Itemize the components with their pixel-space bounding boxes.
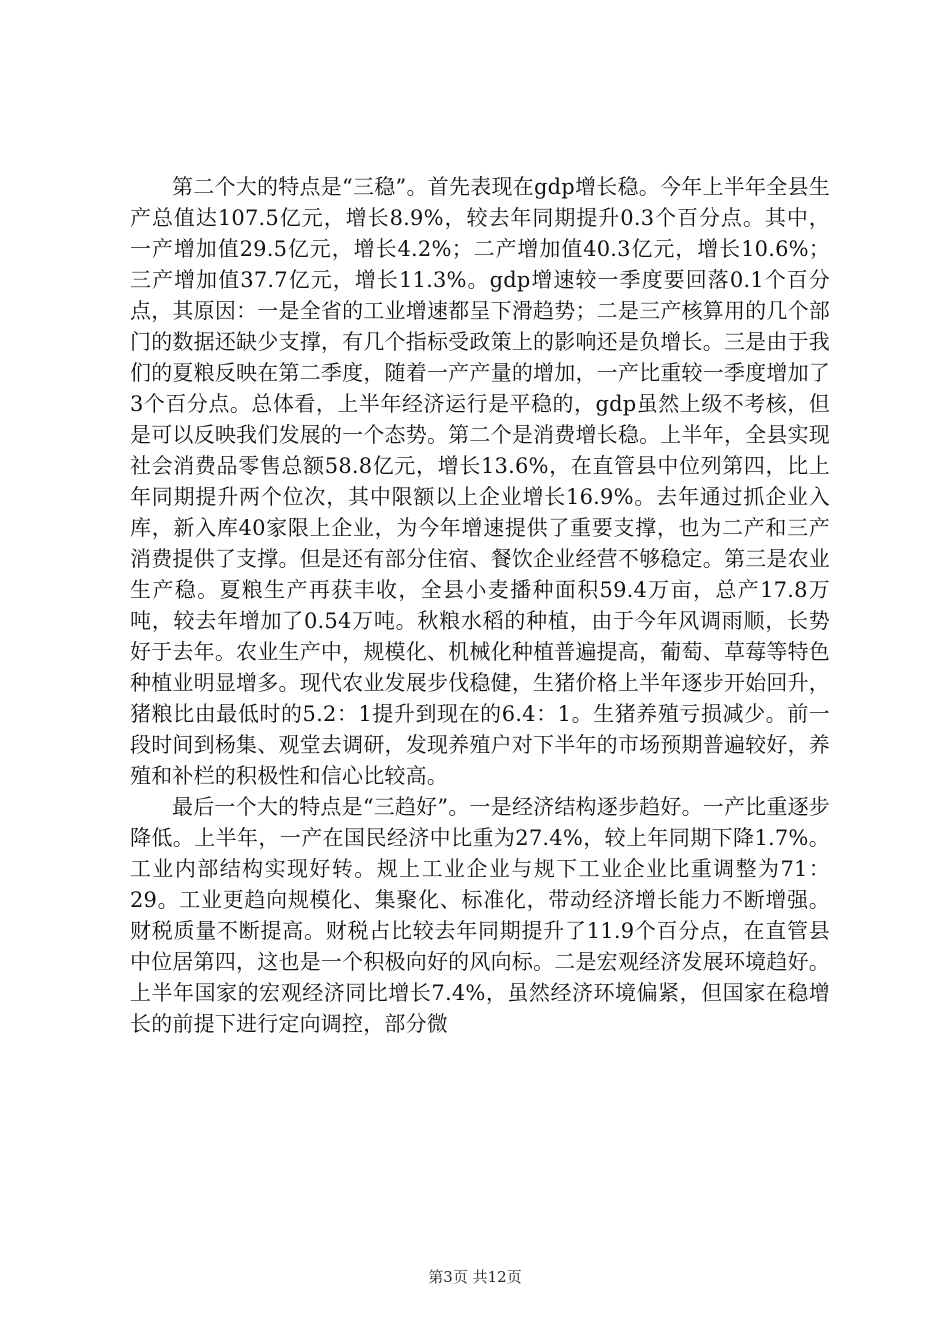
page-footer: 第3页 共12页 bbox=[428, 1268, 522, 1286]
paragraph-2: 最后一个大的特点是“三趋好”。一是经济结构逐步趋好。一产比重逐步降低。上半年，一产在国民经济中比重为27.4%，较上年同期下降1.7%。工业内部结构实现好转。规上工业企业与规下工业企业比重调整为71：29。工业更趋向规模化、集聚化、标准化，带动经济增长能力不断增强。财税质量不断提高。财税占比较去年同期提升了11.9个百分点，在直管县中位居第四，这也是一个积极向好的风向标。二是宏观经济发展环境趋好。上半年国家的宏观经济同比增长7.4%，虽然经济环境偏紧，但国家在稳增长的前提下进行定向调控，部分微 bbox=[130, 795, 830, 1036]
paragraph-1: 第二个大的特点是“三稳”。首先表现在gdp增长稳。今年上半年全县生产总值达107.5亿元，增长8.9%，较去年同期提升0.3个百分点。其中，一产增加值29.5亿元，增长4.2%；二产增加值40.3亿元，增长10.6%；三产增加值37.7亿元，增长11.3%。gdp增速较一季度要回落0.1个百分点，其原因：一是全省的工业增速都呈下滑趋势；二是三产核算用的几个部门的数据还缺少支撑，有几个指标受政策上的影响还是负增长。三是由于我们的夏粮反映在第二季度，随着一产产量的增加，一产比重较一季度增加了3个百分点。总体看，上半年经济运行是平稳的，gdp虽然上级不考核，但是可以反映我们发展的一个态势。第二个是消费增长稳。上半年，全县实现社会消费品零售总额58.8亿元，增长13.6%，在直管县中位列第四，比上年同期提升两个位次，其中限额以上企业增长16.9%。去年通过抓企业入库，新入库40家限上企业，为今年增速提供了重要支撑，也为二产和三产消费提供了支撑。但是还有部分住宿、餐饮企业经营不够稳定。第三是农业生产稳。夏粮生产再获丰收，全县小麦播种面积59.4万亩，总产17.8万吨，较去年增加了0.54万吨。秋粮水稻的种植，由于今年风调雨顺，长势好于去年。农业生产中，规模化、机械化种植普遍提高，葡萄、草莓等特色种植业明显增多。现代农业发展步伐稳健，生猪价格上半年逐步开始回升，猪粮比由最低时的5.2：1提升到现在的6.4：1。生猪养殖亏损减少。前一段时间到杨集、观堂去调研，发现养殖户对下半年的市场预期普遍较好，养殖和补栏的积极性和信心比较高。 bbox=[130, 175, 830, 788]
body-text bbox=[130, 172, 830, 1040]
